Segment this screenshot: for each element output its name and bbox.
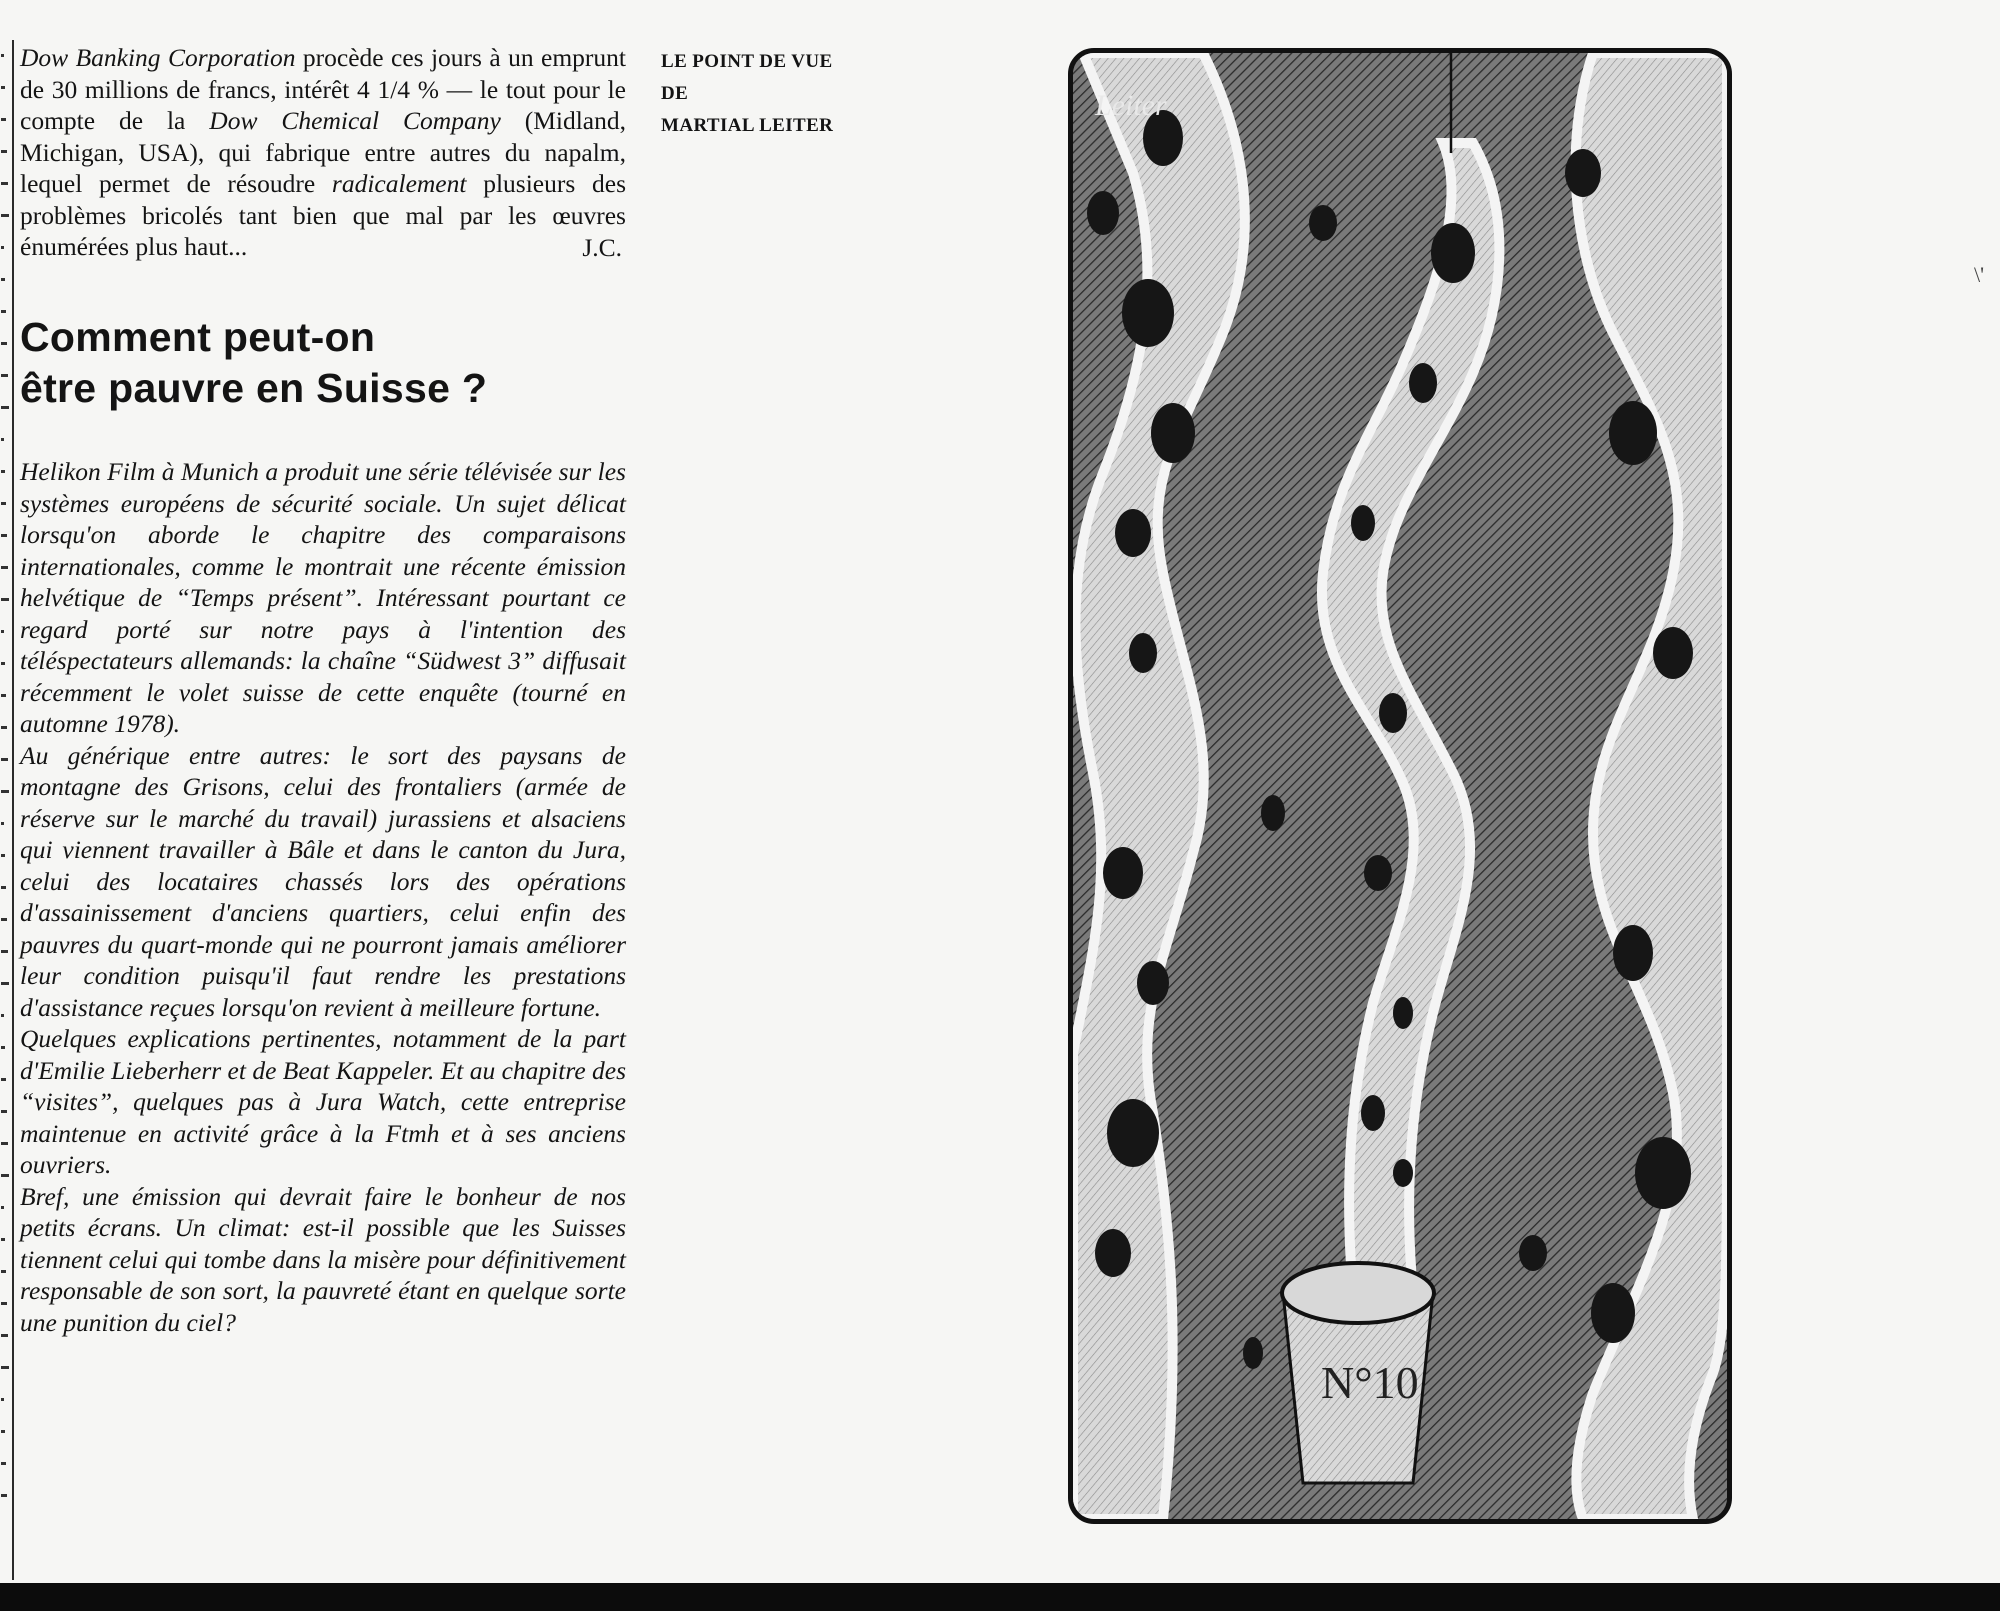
- intro-emphasis: radicalement: [331, 169, 467, 198]
- edge-fragment: [1, 54, 4, 57]
- edge-fragment: [1, 502, 6, 505]
- edge-fragment: [1, 438, 4, 441]
- edge-fragment: [1, 310, 6, 313]
- edge-fragment: [1, 886, 6, 889]
- edge-fragment: [1, 918, 7, 921]
- intro-text-1: procède ces jours à un emprunt de 30 millions de francs, intérêt 4 1/4 % — le tout pour le compte de la: [20, 43, 626, 135]
- edge-fragment: [1, 86, 5, 89]
- intro-paragraph: [20, 42, 626, 263]
- scan-bottom-band: [0, 1583, 2000, 1611]
- edge-fragment: [1, 1302, 7, 1305]
- edge-fragment: [1, 214, 9, 217]
- edge-fragment: [1, 1110, 7, 1113]
- edge-fragment: [1, 278, 5, 281]
- edge-fragment: [1, 1046, 5, 1049]
- edge-fragment: [1, 1206, 4, 1209]
- illustration-credit: [661, 46, 921, 142]
- edge-fragment: [1, 1494, 7, 1497]
- edge-fragment: [1, 630, 4, 633]
- cartoon-drawing: [1073, 53, 1727, 1519]
- edge-fragment: [1, 790, 9, 793]
- edge-fragment: [1, 118, 6, 121]
- edge-fragment: [1, 1174, 9, 1177]
- edge-fragment: [1, 1366, 9, 1369]
- headline-line-1: Comment peut-on: [20, 314, 376, 360]
- edge-fragment: [1, 950, 8, 953]
- edge-fragment: [1, 758, 8, 761]
- edge-fragment: [1, 854, 5, 857]
- edge-fragment: [1, 566, 8, 569]
- headline-line-2: être pauvre en Suisse ?: [20, 365, 488, 411]
- credit-line-3: MARTIAL LEITER: [661, 115, 834, 136]
- article-paragraph: Bref, une émission qui devrait faire le bonheur de nos petits écrans. Un climat: est-il possible que les Suisses tiennent celui qui tombe dans la misère pour définitivement responsable de son sort, la pauvreté étant en quelque sorte une punition du ciel?: [20, 1181, 626, 1337]
- article-paragraph: Au générique entre autres: le sort des paysans de montagne des Grisons, celui des frontaliers (armée de réserve sur le marché du travail) jurassiens et alsaciens qui viennent travailler à Bâle et dans le canton du Jura, celui des locataires chassés lors des opérations d'assainissement d'anciens quartiers, celui enfin des pauvres du quart-monde qui ne pourront jamais améliorer leur condition puisqu'il faut rendre les prestations d'assistance reçues lorsqu'on revient à meilleure fortune.: [20, 740, 626, 1022]
- edge-fragment: [1, 1142, 8, 1145]
- cup-label: N°10: [1321, 1357, 1419, 1408]
- edge-fragment: [1, 822, 4, 825]
- edge-fragment: [1, 662, 5, 665]
- edge-fragment: [1, 982, 9, 985]
- article-body: [20, 456, 626, 1338]
- edge-fragment: [1, 374, 8, 377]
- edge-fragment: [1, 694, 6, 697]
- previous-column-fragments: [0, 48, 10, 1568]
- stray-print-mark: \': [1974, 262, 1985, 287]
- org-name-dow-banking: Dow Banking Corporation: [20, 43, 296, 72]
- edge-fragment: [1, 1462, 6, 1465]
- edge-fragment: [1, 1014, 4, 1017]
- edge-fragment: [1, 534, 7, 537]
- edge-fragment: [1, 470, 5, 473]
- intro-text-2: (Midland, Michigan, USA), qui fabrique entre autres du napalm, lequel permet de résoudre: [20, 106, 626, 198]
- edge-fragment: [1, 598, 9, 601]
- edge-fragment: [1, 1238, 5, 1241]
- author-initials: J.C.: [582, 232, 622, 262]
- org-name-dow-chemical: Dow Chemical Company: [209, 106, 501, 135]
- edge-fragment: [1, 150, 7, 153]
- edge-fragment: [1, 1398, 4, 1401]
- edge-fragment: [1, 1334, 8, 1337]
- article-paragraph: Helikon Film à Munich a produit une série télévisée sur les systèmes européens de sécurité sociale. Un sujet délicat lorsqu'on aborde le chapitre des comparaisons internationales, comme le montrait une récente émission helvétique de “Temps présent”. Intéressant pourtant ce regard porté sur notre pays à l'intention des téléspectateurs allemands: la chaîne “Südwest 3” diffusait récemment le volet suisse de cette enquête (tourné en automne 1978).: [20, 457, 626, 738]
- credit-line-2: DE: [661, 83, 689, 104]
- edge-fragment: [1, 406, 9, 409]
- article-paragraph: Quelques explications pertinentes, notamment de la part d'Emilie Lieberherr et de Beat Kappeler. Et au chapitre des “visites”, quelques pas à Jura Watch, cette entreprise maintenue en activité grâce à la Ftmh et à ses anciens ouvriers.: [20, 1024, 627, 1179]
- artist-signature: Leiter: [1095, 89, 1167, 122]
- edge-fragment: [1, 342, 7, 345]
- article-headline: [20, 312, 640, 414]
- cup-drawing: [1282, 1263, 1434, 1483]
- cartoon-illustration: [1068, 48, 1732, 1524]
- edge-fragment: [1, 1430, 5, 1433]
- credit-line-1: LE POINT DE VUE: [661, 51, 833, 72]
- edge-fragment: [1, 1078, 6, 1081]
- intro-text-3: plusieurs des problèmes bricolés tant bien que mal par les œuvres énumérées plus haut...: [20, 169, 627, 261]
- edge-fragment: [1, 726, 7, 729]
- edge-fragment: [1, 246, 4, 249]
- edge-fragment: [1, 1270, 6, 1273]
- edge-fragment: [1, 182, 8, 185]
